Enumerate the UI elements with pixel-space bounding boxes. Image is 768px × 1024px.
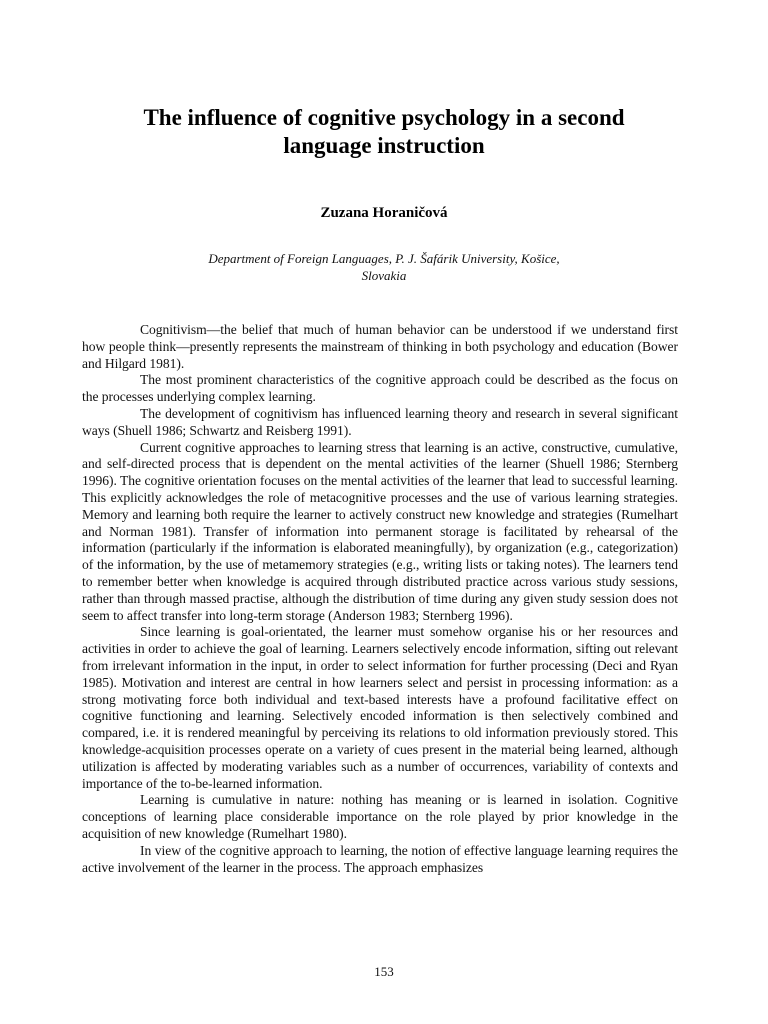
author-affiliation: [170, 250, 598, 284]
paragraph-cognitivism: Cognitivism—the belief that much of human behavior can be understood if we understand first how people think—presently represents the mainstream of thinking in both psychology and education (Bower and Hilgard 1981).: [82, 322, 678, 371]
affiliation-line-1: Department of Foreign Languages, P. J. Šafárik University, Košice,: [208, 251, 560, 266]
title-line-2: language instruction: [283, 133, 485, 158]
paragraph-development: The development of cognitivism has influenced learning theory and research in several significant ways (Shuell 1986; Schwartz and Reisberg 1991).: [82, 405, 678, 438]
author-name: Zuzana Horaničová: [320, 205, 448, 221]
body-text: [82, 322, 678, 876]
affiliation-line-2: Slovakia: [361, 268, 407, 283]
paragraph-effective-learning: In view of the cognitive approach to learning, the notion of effective language learning requires the active involvement of the learner in the process. The approach emphasizes: [82, 842, 678, 875]
paragraph-cumulative: Learning is cumulative in nature: nothing has meaning or is learned in isolation. Cognitive conceptions of learning place considerable importance on the role played by prior knowledge in the acquisition of new knowledge (Rumelhart 1980).: [82, 792, 678, 841]
paper-title: [80, 104, 688, 160]
paragraph-goal-orientated: Since learning is goal-orientated, the learner must somehow organise his or her resources and activities in order to achieve the goal of learning. Learners selectively encode information, sifting out relevant from irrelevant information in the input, in order to select information for further processing (Deci and Ryan 1985). Motivation and interest are central in how learners select and persist in processing information: as a strong motivating force both individual and text-based interests have a profound facilitative effect on cognitive functioning and learning. Selectively encoded information is then selectively combined and compared, i.e. it is rendered meaningful by perceiving its relations to old information previously stored. This knowledge-acquisition processes operate on a variety of cues present in the material being learned, although utilization is affected by moderating variables such as a number of occurrences, variability of contexts and importance of the to-be-learned information.: [82, 624, 678, 791]
page-number: 153: [374, 964, 394, 979]
paragraph-characteristics: The most prominent characteristics of the cognitive approach could be described as the focus on the processes underlying complex learning.: [82, 372, 678, 405]
title-line-1: The influence of cognitive psychology in a second: [143, 105, 625, 130]
paragraph-current-approaches: Current cognitive approaches to learning stress that learning is an active, constructive, cumulative, and self-directed process that is dependent on the mental activities of the learner (Shuell 1986; Sternberg 1996). The cognitive orientation focuses on the mental activities of the learner that lead to successful learning. This explicitly acknowledges the role of metacognitive processes and the use of various learning strategies. Memory and learning both require the learner to actively construct new knowledge and strategies (Rumelhart and Norman 1981). Transfer of information into permanent storage is facilitated by rehearsal of the information (particularly if the information is elaborated meaningfully), by organization (e.g., categorization) of the information, by the use of metamemory strategies (e.g., writing lists or taking notes). The learners tend to remember better when knowledge is acquired through distributed practice across various study sessions, rather than through massed practise, although the distribution of time during any given study session does not seem to affect transfer into long-term storage (Anderson 1983; Sternberg 1996).: [82, 439, 678, 623]
